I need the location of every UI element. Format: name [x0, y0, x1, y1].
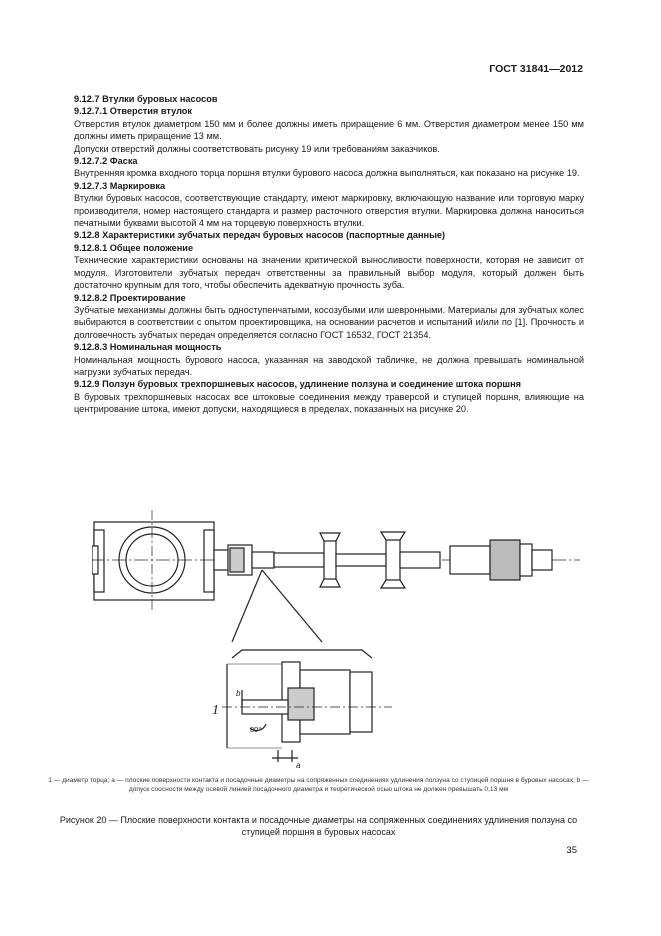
page-body [74, 93, 584, 416]
section-9-12-8-2-title: 9.12.8.2 Проектирование [74, 292, 186, 303]
detail-view [222, 662, 392, 762]
section-9-12-7-1-paragraph-2: Допуски отверстий должны соответствовать рисунку 19 или требованиям заказчиков. [74, 143, 440, 154]
section-9-12-7-2-title: 9.12.7.2 Фаска [74, 156, 138, 167]
section-9-12-8-1-paragraph: Технические характеристики основаны на значении критической выносливости поверхности, которая не зависит от модуля. Изготовители зубчатых передач ответственны за правильный выбор модуля, который должен быть достаточно крупным для того, чтобы обеспечить адекватную прочность зуба. [74, 255, 584, 291]
callout-b: b [236, 689, 241, 698]
piston-rod [274, 532, 440, 588]
figure-notes: 1 — диаметр торца; a — плоские поверхности контакта и посадочные диаметры на сопряженных соединениях удлинения ползуна со ступицей поршня в буровых насосах; b — допуск соосности между осевой линией посадочного диаметра и теоретической осью штока не должен превышать 0,13 мм [48, 777, 589, 793]
page-number: 35 [566, 845, 577, 856]
section-9-12-7-1-paragraph-1: Отверстия втулок диаметром 150 мм и более должны иметь приращение 6 мм. Отверстия диаметром менее 150 мм должны иметь приращение 13 мм. [74, 118, 584, 142]
section-9-12-8-3-title: 9.12.8.3 Номинальная мощность [74, 342, 222, 353]
section-9-12-7-2-paragraph: Внутренняя кромка входного торца поршня втулки бурового насоса должна выполняться, как показано на рисунке 19. [74, 168, 580, 179]
section-9-12-9-title: 9.12.9 Ползун буровых трехпоршневых насосов, удлинение ползуна и соединение штока поршня [74, 379, 522, 390]
figure-caption: Рисунок 20 — Плоские поверхности контакта и посадочные диаметры на сопряженных соединениях удлинения ползуна со ступицей поршня в буровых насосах [59, 815, 578, 837]
angle-label: 80° [250, 725, 262, 734]
crosshead-body [92, 522, 214, 600]
callout-1: 1 [212, 703, 219, 718]
section-9-12-8-1-title: 9.12.8.1 Общее положение [74, 242, 194, 253]
section-9-12-8-title: 9.12.8 Характеристики зубчатых передач буровых насосов (паспортные данные) [74, 230, 446, 241]
section-9-12-8-2-paragraph: Зубчатые механизмы должны быть одноступенчатыми, косозубыми или шевронными. Материалы для зубчатых колес выбираются в соответствии с опытом проектировщика, на основании расчетов и испытаний и/или по [1]. Прочность и долговечность зубчатых передач определяется согласно ГОСТ 16532, ГОСТ 21354. [74, 304, 584, 340]
section-9-12-7-title: 9.12.7 Втулки буровых насосов [74, 94, 218, 104]
section-9-12-7-3-title: 9.12.7.3 Маркировка [74, 180, 166, 191]
section-9-12-7-1-title: 9.12.7.1 Отверстия втулок [74, 106, 192, 117]
figure-20-drawing [92, 500, 582, 775]
callout-a: a [296, 761, 301, 770]
section-9-12-7-3-paragraph: Втулки буровых насосов, соответствующие стандарту, имеют маркировку, включающую название или торговую марку производителя, номер настоящего стандарта и размер расточного отверстия втулки. Маркировка должна наноситься печатными буквами высотой 4 мм на торцевую поверхность втулки. [74, 193, 584, 229]
section-9-12-8-3-paragraph: Номинальная мощность бурового насоса, указанная на заводской табличке, не должна превышать номинальной нагрузки зубчатых передач. [74, 354, 584, 377]
extension-coupling [214, 545, 274, 575]
piston-hub [450, 540, 552, 580]
section-9-12-9-paragraph: В буровых трехпоршневых насосах все штоковые соединения между траверсой и ступицей поршня, влияющие на центрирование штока, имеют допуски, находящиеся в пределах, показанных на рисунке 20. [74, 391, 584, 415]
standard-number: ГОСТ 31841—2012 [489, 63, 583, 75]
